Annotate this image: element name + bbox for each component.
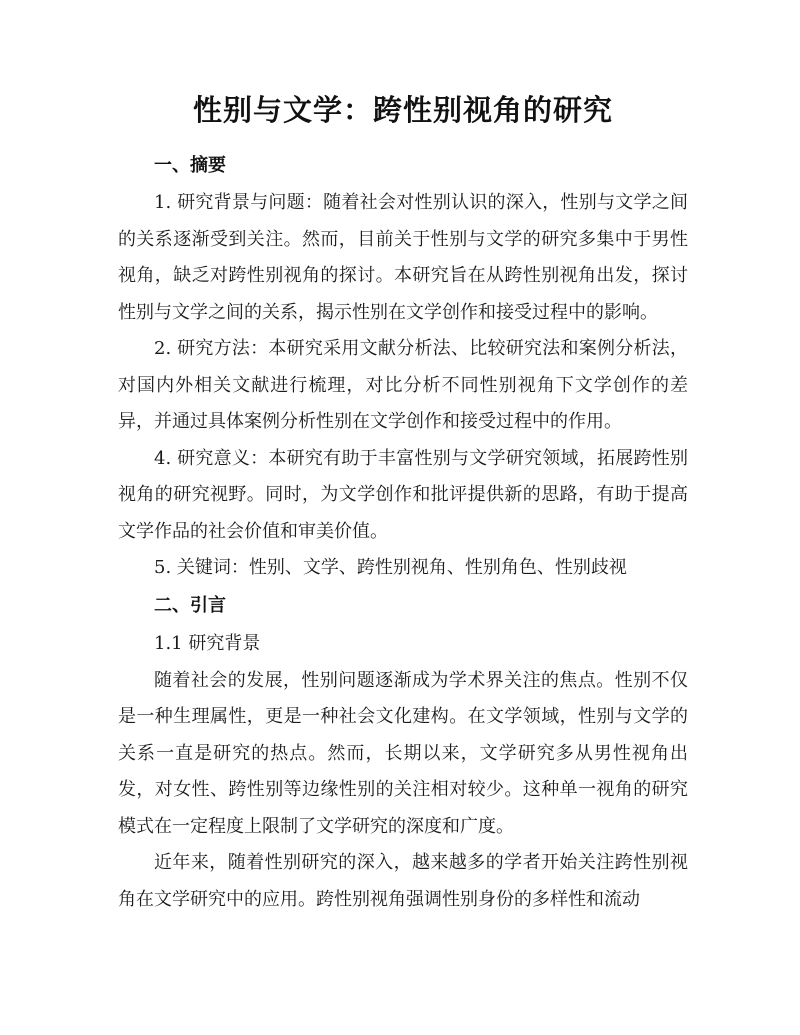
- document-title: 性别与文学：跨性别视角的研究: [192, 93, 613, 127]
- abstract-item-keywords: 5. 关键词：性别、文学、跨性别视角、性别角色、性别歧视: [154, 557, 627, 578]
- abstract-item-method: 2. 研究方法：本研究采用文献分析法、比较研究法和案例分析法，对国内外相关文献进行梳理，对比分析不同性别视角下文学创作的差异，并通过具体案例分析性别在文学创作和接受过程中的作用。: [118, 338, 688, 432]
- abstract-item-background: 1. 研究背景与问题：随着社会对性别认识的深入，性别与文学之间的关系逐渐受到关注。然而，目前关于性别与文学的研究多集中于男性视角，缺乏对跨性别视角的探讨。本研究旨在从跨性别视角出发，探讨性别与文学之间的关系，揭示性别在文学创作和接受过程中的影响。: [118, 192, 688, 323]
- intro-paragraph: 近年来，随着性别研究的深入，越来越多的学者开始关注跨性别视角在文学研究中的应用。跨性别视角强调性别身份的多样性和流动: [118, 852, 688, 910]
- intro-paragraph: 随着社会的发展，性别问题逐渐成为学术界关注的焦点。性别不仅是一种生理属性，更是一种社会文化建构。在文学领域，性别与文学的关系一直是研究的热点。然而，长期以来，文学研究多从男性视角出发，对女性、跨性别等边缘性别的关注相对较少。这种单一视角的研究模式在一定程度上限制了文学研究的深度和广度。: [118, 669, 688, 837]
- subheading-research-background: 1.1 研究背景: [154, 632, 261, 654]
- document-page: [118, 88, 688, 918]
- section-heading-abstract: 一、摘要: [154, 155, 226, 176]
- abstract-item-significance: 4. 研究意义：本研究有助于丰富性别与文学研究领域，拓展跨性别视角的研究视野。同时，为文学创作和批评提供新的思路，有助于提高文学作品的社会价值和审美价值。: [118, 447, 688, 542]
- section-heading-introduction: 二、引言: [154, 594, 226, 616]
